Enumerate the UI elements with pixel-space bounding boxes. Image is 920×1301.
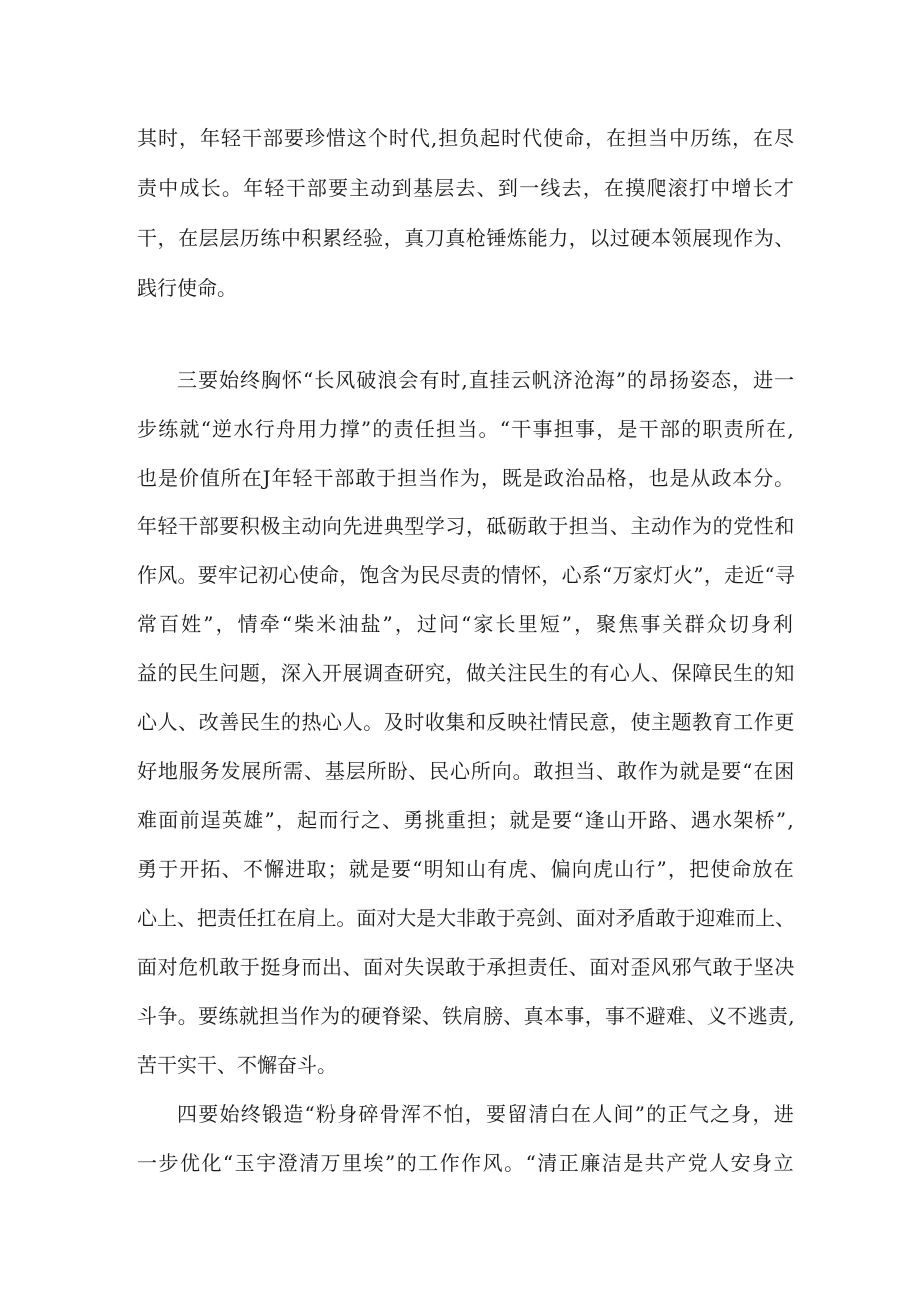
paragraph-2-line-3 [0, 461, 920, 495]
text-line: 三要始终胸怀“长风破浪会有时,直挂云帆济沧海”的昂扬姿态，进一 [177, 368, 796, 392]
text-line: 四要始终锻造“粉身碎骨浑不怕，要留清白在人间”的正气之身，进 [177, 1102, 795, 1126]
text-line: 面对危机敢于挺身而出、面对失误敢于承担责任、面对歪风邪气敢于坚决 [137, 955, 795, 979]
paragraph-2-line-6 [0, 607, 920, 641]
text-line: 干，在层层历练中积累经验，真刀真枪锤炼能力，以过硬本领展现作为、 [137, 226, 795, 250]
paragraph-2-line-4 [0, 509, 920, 543]
paragraph-3-line-1 [0, 1097, 920, 1131]
text-line: 年轻干部要积极主动向先进典型学习，砥砺敢于担当、主动作为的党性和 [137, 514, 795, 538]
paragraph-2-line-1 [0, 363, 920, 397]
paragraph-2-line-5 [0, 558, 920, 592]
paragraph-1-line-1 [0, 121, 920, 155]
text-line: 好地服务发展所需、基层所盼、民心所向。敢担当、敢作为就是要“在困 [137, 759, 796, 783]
paragraph-2-line-15 [0, 1048, 920, 1082]
paragraph-2-line-14 [0, 999, 920, 1033]
text-line: 其时，年轻干部要珍惜这个时代,担负起时代使命，在担当中历练，在尽 [137, 126, 796, 150]
paragraph-2-line-11 [0, 852, 920, 886]
text-line: 心上、把责任扛在肩上。面对大是大非敢于亮剑、面对矛盾敢于迎难而上、 [137, 906, 796, 930]
text-line: 心人、改善民生的热心人。及时收集和反映社情民意，使主题教育工作更 [137, 710, 795, 734]
paragraph-1-line-2 [0, 171, 920, 205]
text-line: 践行使命。 [137, 276, 237, 300]
paragraph-2-line-13 [0, 950, 920, 984]
paragraph-2-line-9 [0, 754, 920, 788]
paragraph-1-line-3 [0, 221, 920, 255]
paragraph-2-line-7 [0, 656, 920, 690]
text-line: 责中成长。年轻干部要主动到基层去、到一线去，在摸爬滚打中增长才 [137, 176, 796, 200]
paragraph-2-line-8 [0, 705, 920, 739]
text-line: 步练就“逆水行舟用力撑”的责任担当。“干事担事，是干部的职责所在, [137, 417, 795, 441]
text-line: 作风。要牢记初心使命，饱含为民尽责的情怀，心系“万家灯火”，走近“寻 [137, 563, 796, 587]
text-line: 一步优化“玉宇澄清万里埃”的工作作风。“清正廉洁是共产党人安身立 [137, 1151, 796, 1175]
paragraph-2-line-10 [0, 803, 920, 837]
paragraph-2-line-2 [0, 412, 920, 446]
text-line: 勇于开拓、不懈进取；就是要“明知山有虎、偏向虎山行”，把使命放在 [137, 857, 795, 881]
text-line: 难面前逞英雄”，起而行之、勇挑重担；就是要“逢山开路、遇水架桥”, [137, 808, 795, 832]
paragraph-3-line-2 [0, 1146, 920, 1180]
text-line: 斗争。要练就担当作为的硬脊梁、铁肩膀、真本事，事不避难、义不逃责, [137, 1004, 795, 1028]
paragraph-1-line-4 [0, 271, 920, 305]
text-line: 常百姓”，情牵“柴米油盐”，过问“家长里短”，聚焦事关群众切身利 [137, 612, 796, 636]
text-line: 也是价值所在J年轻干部敢于担当作为，既是政治品格，也是从政本分。 [137, 466, 796, 490]
paragraph-2-line-12 [0, 901, 920, 935]
text-line: 益的民生问题，深入开展调查研究，做关注民生的有心人、保障民生的知 [137, 661, 795, 685]
text-line: 苦干实干、不懈奋斗。 [137, 1053, 337, 1077]
